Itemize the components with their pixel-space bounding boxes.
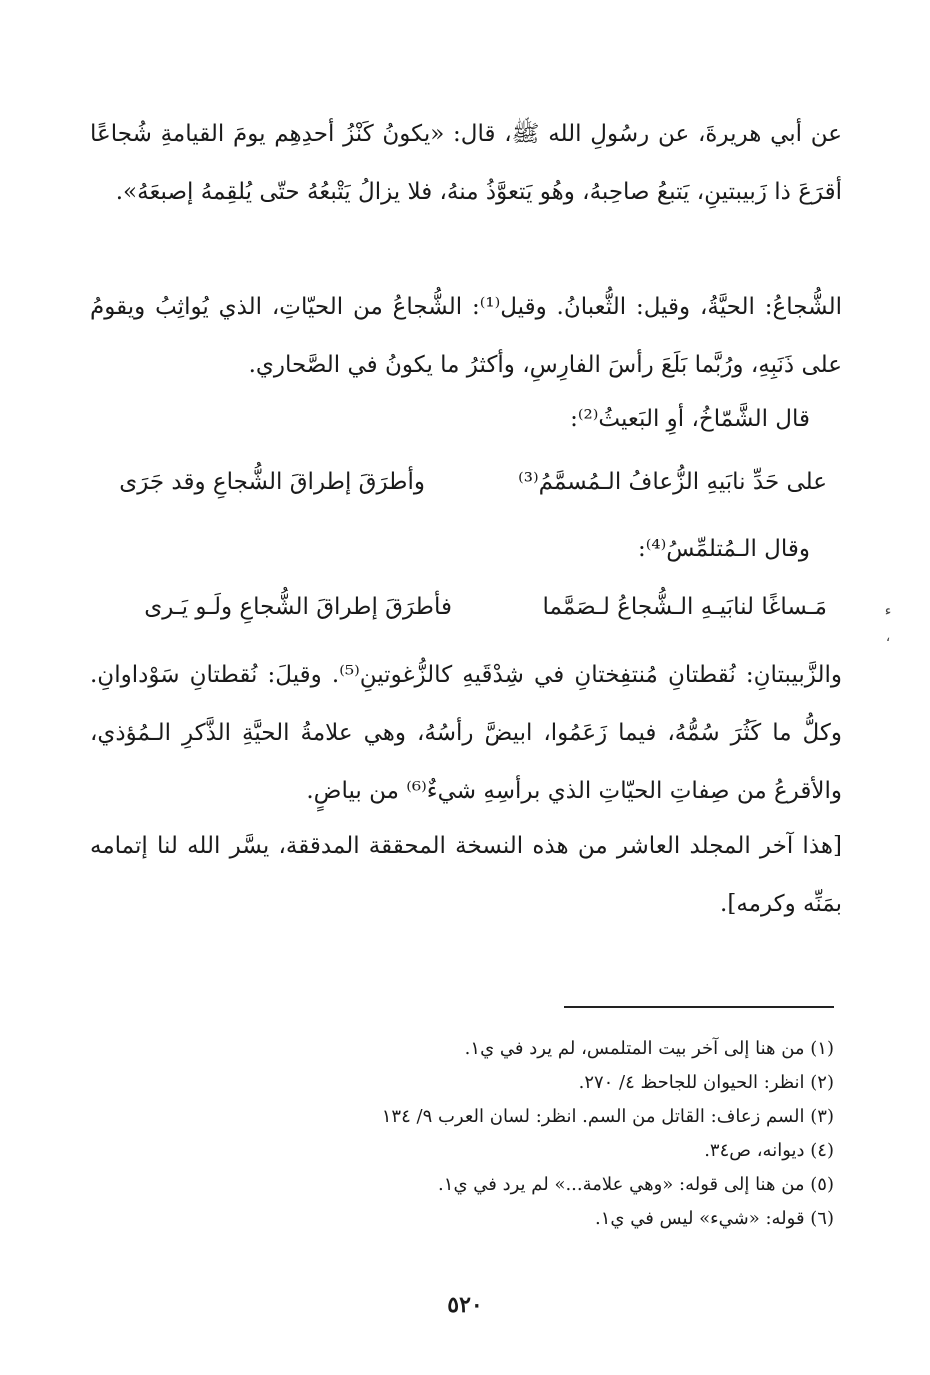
definition-paragraph: الشُّجاعُ: الحيَّةُ، وقيل: الثُّعبانُ. وقيل⁽¹⁾: الشُّجاعُ من الحيّاتِ، الذي يُواثِبُ ويقومُ على ذَنَبِهِ، ورُبَّما بَلَعَ رأسَ الفارِسِ، وأكثرُ ما يكونُ في الصَّحاري. bbox=[90, 294, 842, 378]
footnote-item: (٦) قوله: «شيء» ليس في ي١. bbox=[595, 1208, 834, 1229]
verse-2-second-hemistich: مَـساغًا لنابَيـهِ الـشُّجاعُ لـصَمَّما bbox=[542, 594, 827, 620]
hadith-paragraph: عن أبي هريرةَ، عن رسُولِ الله ﷺ، قال: «يكونُ كَنْزُ أحدِهِم يومَ القيامةِ شُجاعًا أقرَعَ ذا زَبيبتينِ، يَتبعُ صاحِبهُ، وهُو يَتعوَّذُ منهُ، فلا يزالُ يَتْبعُهُ حتّى يُلقِمهُ إصبعَهُ». bbox=[90, 121, 842, 205]
footnote-item: (٤) ديوانه، ص٣٤. bbox=[704, 1140, 834, 1161]
explanation-paragraph: والزَّبيبتانِ: نُقطتانِ مُنتفِختانِ في شِدْقَيهِ كالزُّغوتينِ⁽⁵⁾. وقيلَ: نُقطتانِ سَوْداوانِ. وكلُّ ما كَثُرَ سُمُّهُ، فيما زَعَمُوا، ابيضَّ رأسُهُ، وهي علامةُ الحيَّةِ الذَّكرِ الـمُؤذي، والأقرعُ من صِفاتِ الحيّاتِ الذي برأسِهِ شيءٌ⁽⁶⁾ من بياضٍ. bbox=[90, 662, 842, 804]
verse-1-intro: قال الشَّمّاخُ، أوِ البَعيثُ⁽²⁾: bbox=[570, 406, 810, 432]
volume-end-note: [هذا آخر المجلد العاشر من هذه النسخة المحققة المدققة، يسَّر الله لنا إتمامه بمَنِّه وكرمه]. bbox=[90, 833, 842, 917]
verse-2-intro: وقال الـمُتلمِّسُ⁽⁴⁾: bbox=[637, 536, 810, 562]
footnote-item: (٢) انظر: الحيوان للجاحظ ٤/ ٢٧٠. bbox=[578, 1072, 834, 1093]
footnotes-list bbox=[94, 1032, 834, 1236]
margin-annotation: ء ، bbox=[884, 603, 892, 645]
page-number: ٥٢٠ bbox=[447, 1292, 483, 1318]
verse-1-first-hemistich: وأطرَقَ إطراقَ الشُّجاعِ وقد جَرَى bbox=[119, 469, 425, 495]
footnote-item: (٣) السم زعاف: القاتل من السم. انظر: لسان العرب ٩/ ١٣٤ bbox=[381, 1106, 834, 1127]
verse-1-second-hemistich: على حَدِّ نابَيهِ الزُّعافُ الـمُسمَّمُ⁽³⁾ bbox=[518, 469, 827, 495]
footnote-divider bbox=[564, 1006, 834, 1008]
footnote-item: (٥) من هنا إلى قوله: «وهي علامة...» لم يرد في ي١. bbox=[438, 1174, 834, 1195]
verse-2-first-hemistich: فأطرَقَ إطراقَ الشُّجاعِ ولَـو يَـرى bbox=[144, 594, 452, 620]
footnote-item: (١) من هنا إلى آخر بيت المتلمس، لم يرد في ي١. bbox=[464, 1038, 834, 1059]
